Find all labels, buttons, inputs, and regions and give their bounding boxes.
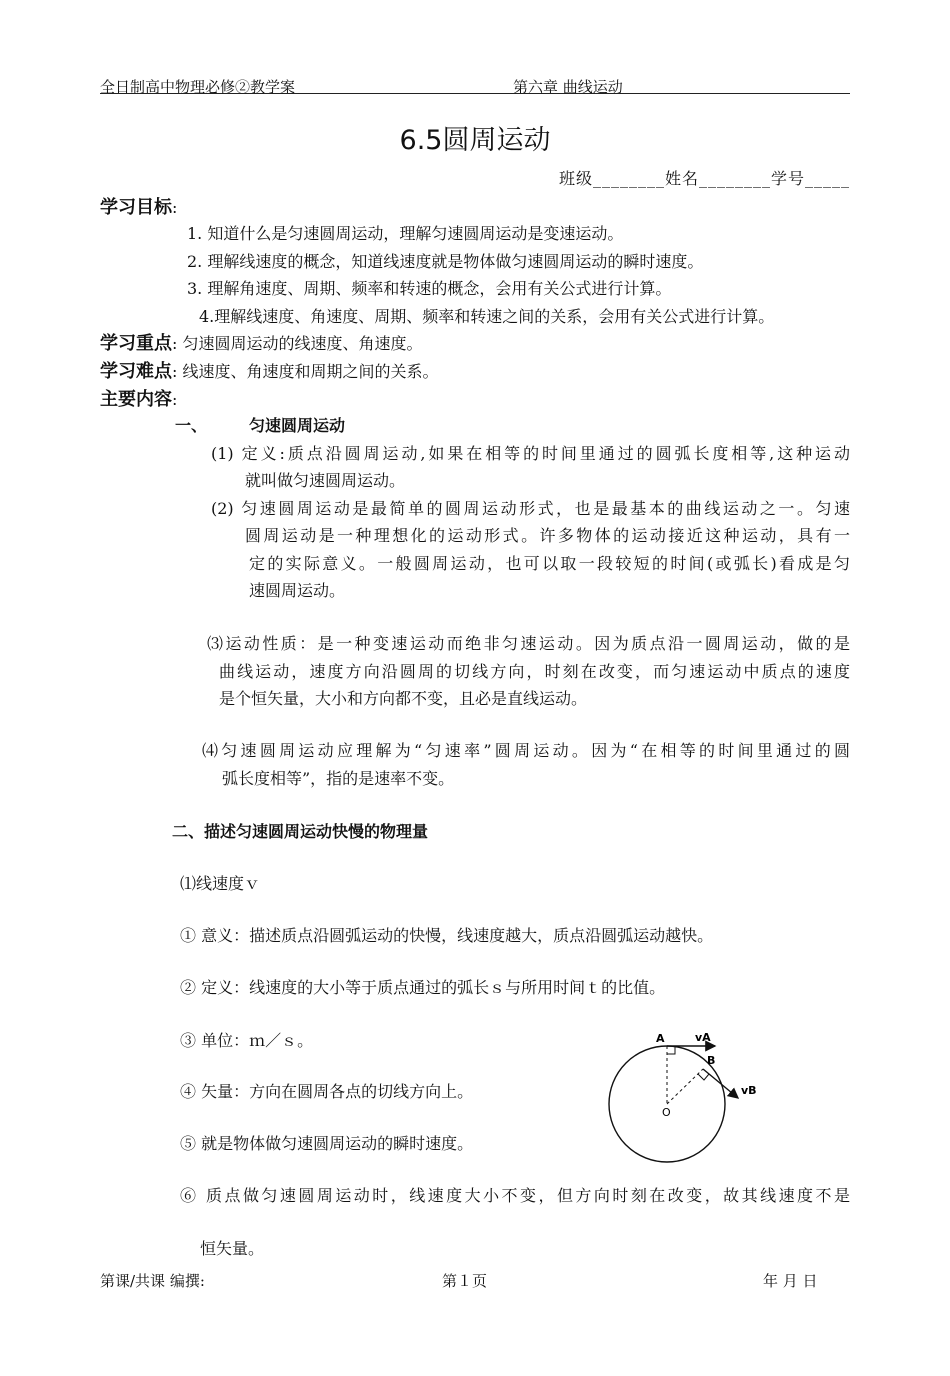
difficulty-text: : 线速度、角速度和周期之间的关系。 — [172, 362, 439, 381]
paragraph-line: 曲线运动，速度方向沿圆周的切线方向，时刻在改变，而匀速运动中质点的速度 — [219, 662, 850, 681]
objective-item: 4.理解线速度、角速度、周期、频率和转速之间的关系，会用有关公式进行计算。 — [199, 307, 775, 326]
paragraph-line: 弧长度相等”，指的是速率不变。 — [222, 769, 455, 788]
paragraph-line: 是个恒矢量，大小和方向都不变，且必是直线运动。 — [219, 689, 588, 708]
section1-number: 一、 — [175, 416, 208, 435]
label-b: B — [707, 1054, 716, 1067]
key-point — [100, 329, 422, 355]
section1-title: 匀速圆周运动 — [249, 416, 346, 435]
label-o: O — [662, 1106, 671, 1119]
section1-p1 — [211, 441, 850, 464]
objective-item: 2. 理解线速度的概念，知道线速度就是物体做匀速圆周运动的瞬时速度。 — [187, 252, 704, 271]
list-item: ④ 矢量：方向在圆周各点的切线方向上。 — [180, 1082, 474, 1101]
main-content-label: 主要内容 — [100, 389, 172, 410]
paragraph-line: ⑶运动性质：是一种变速运动而绝非匀速运动。因为质点沿一圆周运动，做的是 — [207, 634, 850, 653]
list-item: ② 定义：线速度的大小等于质点通过的弧长ｓ与所用时间ｔ的比值。 — [180, 978, 666, 997]
section2-sub: ⑴线速度ｖ — [180, 874, 261, 893]
list-item — [180, 1183, 850, 1206]
footer-page: 第１页 — [442, 1272, 488, 1290]
main-content-heading — [100, 385, 177, 411]
header-right: 第六章 曲线运动 — [513, 78, 623, 96]
label-a: A — [656, 1032, 665, 1045]
paragraph-line-wrap — [245, 523, 850, 546]
section2-title: 二、描述匀速圆周运动快慢的物理量 — [172, 822, 429, 841]
radius-ob — [667, 1069, 703, 1104]
paragraph-line: ⑷匀速圆周运动应理解为“匀速率”圆周运动。因为“在相等的时间里通过的圆 — [202, 741, 850, 760]
main-content-colon: : — [172, 390, 178, 409]
difficulty-label: 学习难点 — [100, 361, 172, 382]
key-point-label: 学习重点 — [100, 333, 172, 354]
section1-p3 — [207, 631, 850, 654]
paragraph-line-wrap — [219, 659, 850, 682]
objective-item: 1. 知道什么是匀速圆周运动，理解匀速圆周运动是变速运动。 — [187, 224, 624, 243]
paragraph-line: (2) 匀速圆周运动是最简单的圆周运动形式，也是最基本的曲线运动之一。匀速 — [211, 499, 850, 518]
difficulty — [100, 357, 438, 383]
paragraph-line: 圆周运动是一种理想化的运动形式。许多物体的运动接近这种运动，具有一 — [245, 526, 850, 545]
label-va: vA — [695, 1031, 711, 1044]
objectives-colon: : — [172, 198, 178, 217]
header-left: 全日制高中物理必修②教学案 — [100, 78, 296, 96]
paragraph-line-wrap — [249, 551, 850, 574]
paragraph-line: 就叫做匀速圆周运动。 — [245, 471, 406, 490]
section1-p4 — [202, 738, 850, 761]
paragraph-line: ⑥ 质点做匀速圆周运动时，线速度大小不变，但方向时刻在改变，故其线速度不是 — [180, 1186, 850, 1205]
objectives-heading — [100, 193, 177, 219]
circular-motion-figure — [600, 1018, 770, 1168]
label-vb: vB — [741, 1084, 757, 1097]
paragraph-line: (1) 定义:质点沿圆周运动,如果在相等的时间里通过的圆弧长度相等,这种运动 — [211, 444, 850, 463]
right-angle-b — [698, 1074, 709, 1080]
student-info: 班级________姓名________学号_____ — [558, 169, 850, 188]
objectives-label: 学习目标 — [100, 197, 172, 218]
list-item: ⑤ 就是物体做匀速圆周运动的瞬时速度。 — [180, 1134, 474, 1153]
header-rule — [100, 93, 850, 94]
section1-p2 — [211, 496, 850, 519]
paragraph-line: 定的实际意义。一般圆周运动，也可以取一段较短的时间(或弧长)看成是匀 — [249, 554, 850, 573]
velocity-b-arrow — [703, 1069, 738, 1098]
paragraph-line: 速圆周运动。 — [249, 581, 346, 600]
list-item: ③ 单位：ｍ／ｓ。 — [180, 1031, 314, 1050]
footer-date: 年 月 日 — [763, 1272, 818, 1290]
footer-left: 第课/共课 编撰: — [100, 1272, 205, 1290]
right-angle-a — [667, 1046, 675, 1054]
page-title: 6.5圆周运动 — [399, 125, 551, 156]
list-item: ① 意义：描述质点沿圆弧运动的快慢，线速度越大，质点沿圆弧运动越快。 — [180, 926, 714, 945]
paragraph-line: 恒矢量。 — [200, 1239, 265, 1258]
objective-item: 3. 理解角速度、周期、频率和转速的概念，会用有关公式进行计算。 — [187, 279, 672, 298]
key-point-text: : 匀速圆周运动的线速度、角速度。 — [172, 334, 423, 353]
